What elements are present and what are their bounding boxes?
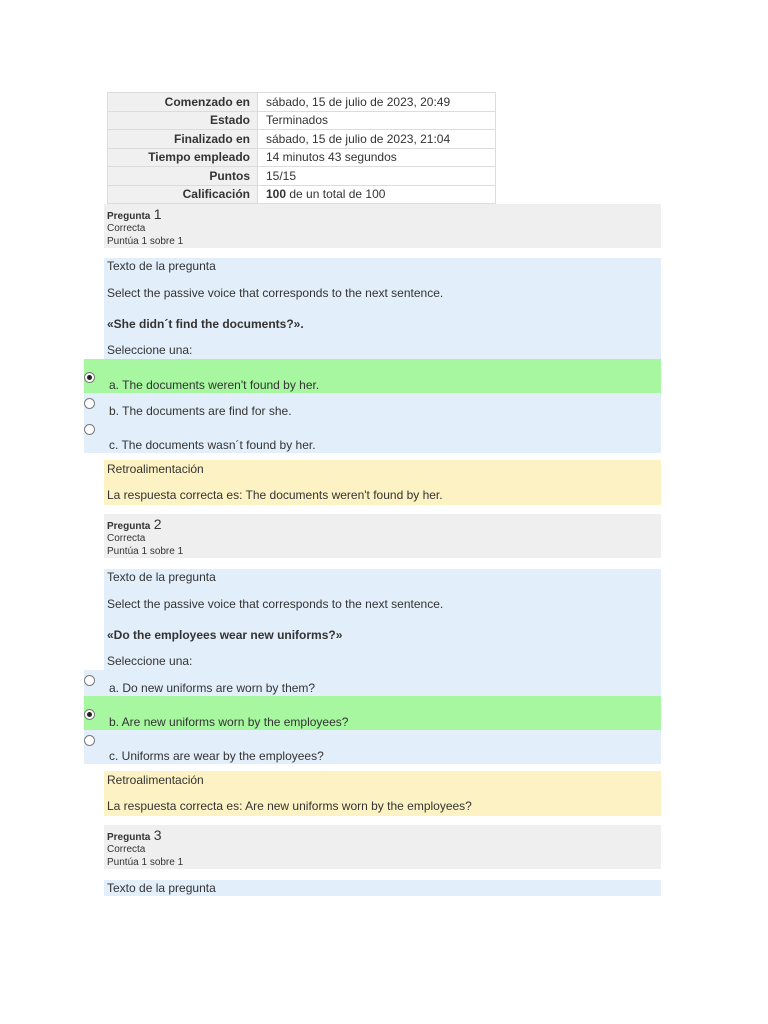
summary-row-marks xyxy=(108,167,496,186)
summary-value: Terminados xyxy=(258,111,496,130)
question-index: 3 xyxy=(153,827,162,843)
question-state: Correcta xyxy=(107,533,146,544)
summary-value: sábado, 15 de julio de 2023, 20:49 xyxy=(258,93,496,112)
correct-answer-feedback: La respuesta correcta es: Are new uniforms worn by the employees? xyxy=(107,799,472,813)
answer-radio[interactable] xyxy=(84,372,95,383)
answer-radio[interactable] xyxy=(84,675,95,686)
summary-row-finished xyxy=(108,130,496,149)
summary-value: 15/15 xyxy=(258,167,496,186)
question-grade: Puntúa 1 sobre 1 xyxy=(107,857,184,868)
question-grade: Puntúa 1 sobre 1 xyxy=(107,546,184,557)
answer-radio[interactable] xyxy=(84,398,95,409)
question-label: Pregunta xyxy=(107,832,151,843)
feedback-heading: Retroalimentación xyxy=(107,462,204,476)
summary-label: Comenzado en xyxy=(108,93,258,112)
answer-label: c. The documents wasn´t found by her. xyxy=(109,437,316,452)
question-info xyxy=(104,204,661,248)
feedback-heading: Retroalimentación xyxy=(107,773,204,787)
answer-list xyxy=(84,670,661,764)
answer-label: b. Are new uniforms worn by the employees? xyxy=(109,715,349,729)
answer-option xyxy=(84,730,661,764)
summary-label: Calificación xyxy=(108,185,258,204)
summary-label: Estado xyxy=(108,111,258,130)
question-grade: Puntúa 1 sobre 1 xyxy=(107,236,184,247)
grade-total: de un total de 100 xyxy=(286,187,386,202)
question-info xyxy=(104,825,661,869)
question-info xyxy=(104,514,661,558)
question-state: Correcta xyxy=(107,844,146,855)
question-state: Correcta xyxy=(107,223,146,234)
summary-value: sábado, 15 de julio de 2023, 21:04 xyxy=(258,130,496,149)
answer-label: a. Do new uniforms are worn by them? xyxy=(109,681,316,695)
question-label: Pregunta xyxy=(107,521,151,532)
select-one-label: Seleccione una: xyxy=(107,654,193,668)
answer-option xyxy=(84,419,661,453)
question-index: 1 xyxy=(153,206,162,222)
question-prompt: Select the passive voice that corresponds to the next sentence. xyxy=(107,286,444,300)
attempt-summary-table xyxy=(107,92,496,204)
answer-radio[interactable] xyxy=(84,424,95,435)
summary-label: Finalizado en xyxy=(108,130,258,149)
feedback-block xyxy=(104,771,661,816)
question-text-heading: Texto de la pregunta xyxy=(107,259,216,273)
answer-option xyxy=(84,393,661,419)
answer-label: a. The documents weren't found by her. xyxy=(109,378,320,392)
grade-value: 100 xyxy=(266,187,287,202)
question-text-heading: Texto de la pregunta xyxy=(107,570,216,584)
select-one-label: Seleccione una: xyxy=(107,343,193,357)
summary-row-grade xyxy=(108,185,496,204)
question-label: Pregunta xyxy=(107,211,151,222)
question-index: 2 xyxy=(153,516,162,532)
summary-label: Tiempo empleado xyxy=(108,148,258,167)
feedback-block xyxy=(104,460,661,505)
answer-list xyxy=(84,359,661,453)
question-prompt: Select the passive voice that corresponds to the next sentence. xyxy=(107,597,444,611)
answer-label: b. The documents are find for she. xyxy=(109,404,292,418)
summary-value xyxy=(258,185,496,204)
summary-row-time-taken xyxy=(108,148,496,167)
question-text-heading: Texto de la pregunta xyxy=(107,881,216,895)
question-text-block xyxy=(104,258,661,359)
answer-radio[interactable] xyxy=(84,735,95,746)
question-sentence: «Do the employees wear new uniforms?» xyxy=(107,628,343,642)
answer-option xyxy=(84,696,661,730)
summary-row-state xyxy=(108,111,496,130)
question-text-block xyxy=(104,569,661,670)
question-sentence: «She didn´t find the documents?». xyxy=(107,317,304,331)
answer-option xyxy=(84,670,661,696)
answer-label: c. Uniforms are wear by the employees? xyxy=(109,748,324,763)
question-text-block xyxy=(104,880,661,896)
answer-option xyxy=(84,359,661,393)
summary-value: 14 minutos 43 segundos xyxy=(258,148,496,167)
summary-row-started xyxy=(108,93,496,112)
correct-answer-feedback: La respuesta correcta es: The documents weren't found by her. xyxy=(107,488,443,502)
summary-label: Puntos xyxy=(108,167,258,186)
answer-radio[interactable] xyxy=(84,709,95,720)
